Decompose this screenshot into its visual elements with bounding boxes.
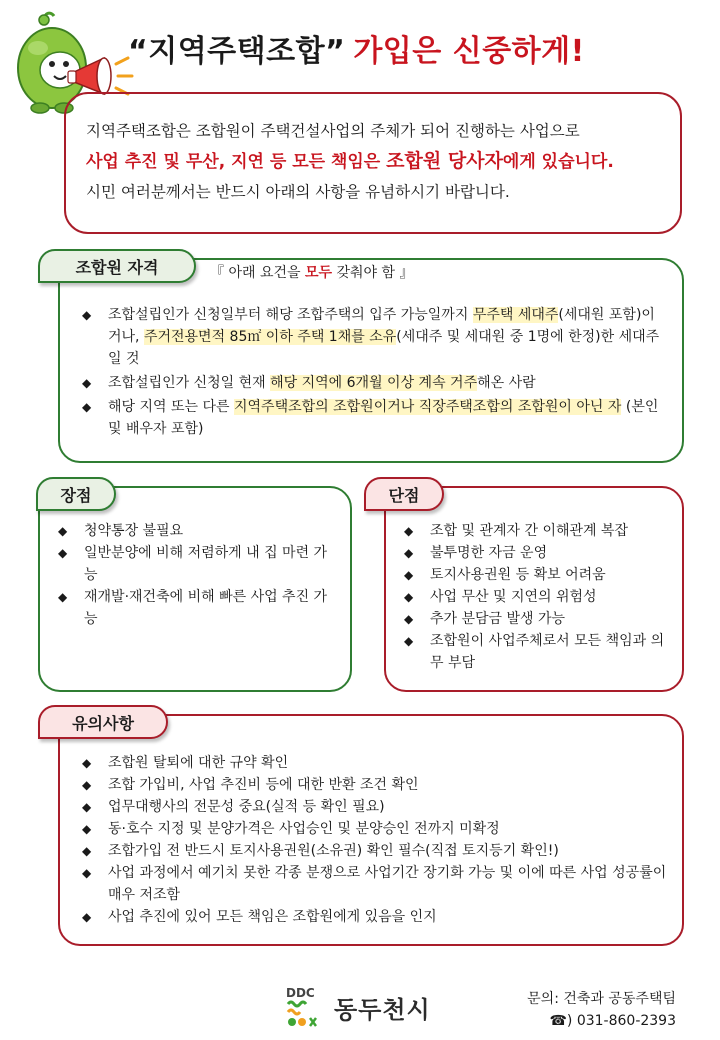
bullet-diamond-icon: ◆ [82,778,92,792]
cons-item-text: 조합원이 사업주체로서 모든 책임과 의무 부담 [430,633,665,671]
cons-box [384,486,684,692]
bullet-diamond-icon: ◆ [404,590,414,604]
cautions-tab: 유의사항 [38,705,168,739]
list-item [78,774,668,796]
list-item [78,304,668,370]
bullet-diamond-icon: ◆ [82,844,92,858]
bullet-diamond-icon: ◆ [82,376,92,390]
cons-list [400,520,670,674]
cons-item-text: 불투명한 자금 운영 [430,545,548,561]
cautions-item-text: 사업 과정에서 예기치 못한 각종 분쟁으로 사업기간 장기화 가능 및 이에 따른 사업 성공률이 매우 저조함 [108,865,667,903]
bullet-diamond-icon: ◆ [58,590,68,604]
cautions-item-text: 조합가입 전 반드시 토지사용권원(소유권) 확인 필수(직접 토지등기 확인!) [108,843,559,859]
bullet-diamond-icon: ◆ [404,568,414,582]
qual-note-a: 『 아래 요건을 [210,265,305,281]
qual-item2-b: 해당 지역에 6개월 이상 계속 거주 [270,375,478,391]
intro-line-3: 시민 여러분께서는 반드시 아래의 사항을 유념하시기 바랍니다. [86,183,510,201]
cautions-item-text: 업무대행사의 전문성 중요(실적 등 확인 필요) [108,799,385,815]
intro-line-1: 지역주택조합은 조합원이 주택건설사업의 주체가 되어 진행하는 사업으로 [86,122,580,140]
list-item [78,752,668,774]
title-quoted: “지역주택조합” [128,34,346,69]
bullet-diamond-icon: ◆ [58,546,68,560]
intro-line-2-a: 사업 추진 및 무산, 지연 등 모든 책임은 [86,152,387,172]
qual-item1-e: (세대주 및 세대원 중 1명에 한정)한 세대주일 것 [108,329,660,367]
qual-note-b: 모두 [304,265,333,281]
list-item [78,796,668,818]
contact-info [508,988,708,1032]
list-item [54,520,330,542]
cautions-box [58,714,684,946]
qual-item1-b: 무주택 세대주 [472,307,559,323]
contact-phone: ☎) 031-860-2393 [549,1013,676,1029]
qualification-note [210,262,414,282]
list-item [78,906,668,928]
qual-item3-b: 지역주택조합의 조합원이거나 직장주택조합의 조합원이 아닌 자 [234,399,622,415]
qual-item1-a: 조합설립인가 신청일부터 해당 조합주택의 입주 가능일까지 [108,307,473,323]
bullet-diamond-icon: ◆ [404,524,414,538]
bullet-diamond-icon: ◆ [58,524,68,538]
list-item [400,564,670,586]
logo-letters: DDC [286,986,315,1000]
qual-item2-c: 해온 사람 [477,375,536,391]
list-item [400,520,670,542]
intro-line-2 [86,146,670,177]
cautions-item-text: 조합 가입비, 사업 추진비 등에 대한 반환 조건 확인 [108,777,419,793]
intro-box [64,92,682,234]
qual-item1-d: 주거전용면적 85㎡ 이하 주택 1채를 소유 [143,329,397,345]
pros-item-text: 재개발·재건축에 비해 빠른 사업 추진 가능 [84,589,328,627]
pros-box [38,486,352,692]
bullet-diamond-icon: ◆ [82,308,92,322]
bullet-diamond-icon: ◆ [82,910,92,924]
city-logo [284,984,444,1030]
pros-list [54,520,330,630]
bullet-diamond-icon: ◆ [82,866,92,880]
list-item [78,372,668,394]
qualification-list [78,304,668,440]
bullet-diamond-icon: ◆ [404,546,414,560]
list-item [54,542,330,586]
list-item [78,396,668,440]
qual-item3-a: 해당 지역 또는 다른 [108,399,234,415]
list-item [54,586,330,630]
qualification-tab: 조합원 자격 [38,249,196,283]
cautions-item-text: 동·호수 지정 및 분양가격은 사업승인 및 분양승인 전까지 미확정 [108,821,500,837]
qual-note-c: 갖춰야 함 』 [332,265,414,281]
bullet-diamond-icon: ◆ [82,800,92,814]
list-item [78,840,668,862]
bullet-diamond-icon: ◆ [82,400,92,414]
qual-item3-c: (본인 및 배우자 포함) [108,399,659,437]
intro-line-2-c: 에게 있습니다. [502,152,614,172]
qual-item2-a: 조합설립인가 신청일 현재 [108,375,271,391]
cons-item-text: 추가 분담금 발생 가능 [430,611,566,627]
qual-item1-c: (세대원 포함)이거나, [108,307,655,345]
bullet-diamond-icon: ◆ [82,756,92,770]
cons-tab: 단점 [364,477,444,511]
list-item [78,818,668,840]
pros-tab: 장점 [36,477,116,511]
city-logo-mark-icon [284,984,328,1030]
bullet-diamond-icon: ◆ [404,634,414,648]
cons-item-text: 조합 및 관계자 간 이해관계 복잡 [430,523,629,539]
list-item [400,608,670,630]
list-item [400,630,670,674]
intro-line-2-b: 조합원 당사자 [386,150,503,172]
qualification-box [58,258,684,463]
cons-item-text: 토지사용권원 등 확보 어려움 [430,567,606,583]
pros-item-text: 청약통장 불필요 [84,523,184,539]
cautions-item-text: 사업 추진에 있어 모든 책임은 조합원에게 있음을 인지 [108,909,437,925]
list-item [78,862,668,906]
city-name: 동두천시 [334,995,431,1024]
bullet-diamond-icon: ◆ [404,612,414,626]
cautions-list [78,752,668,928]
cautions-item-text: 조합원 탈퇴에 대한 규약 확인 [108,755,289,771]
list-item [400,586,670,608]
title-rest: 가입은 신중하게! [353,34,585,69]
pros-item-text: 일반분양에 비해 저렴하게 내 집 마련 가능 [84,545,328,583]
page-title [128,18,708,78]
list-item [400,542,670,564]
contact-label: 문의: 건축과 공동주택팀 [527,991,676,1007]
bullet-diamond-icon: ◆ [82,822,92,836]
cons-item-text: 사업 무산 및 지연의 위험성 [430,589,597,605]
